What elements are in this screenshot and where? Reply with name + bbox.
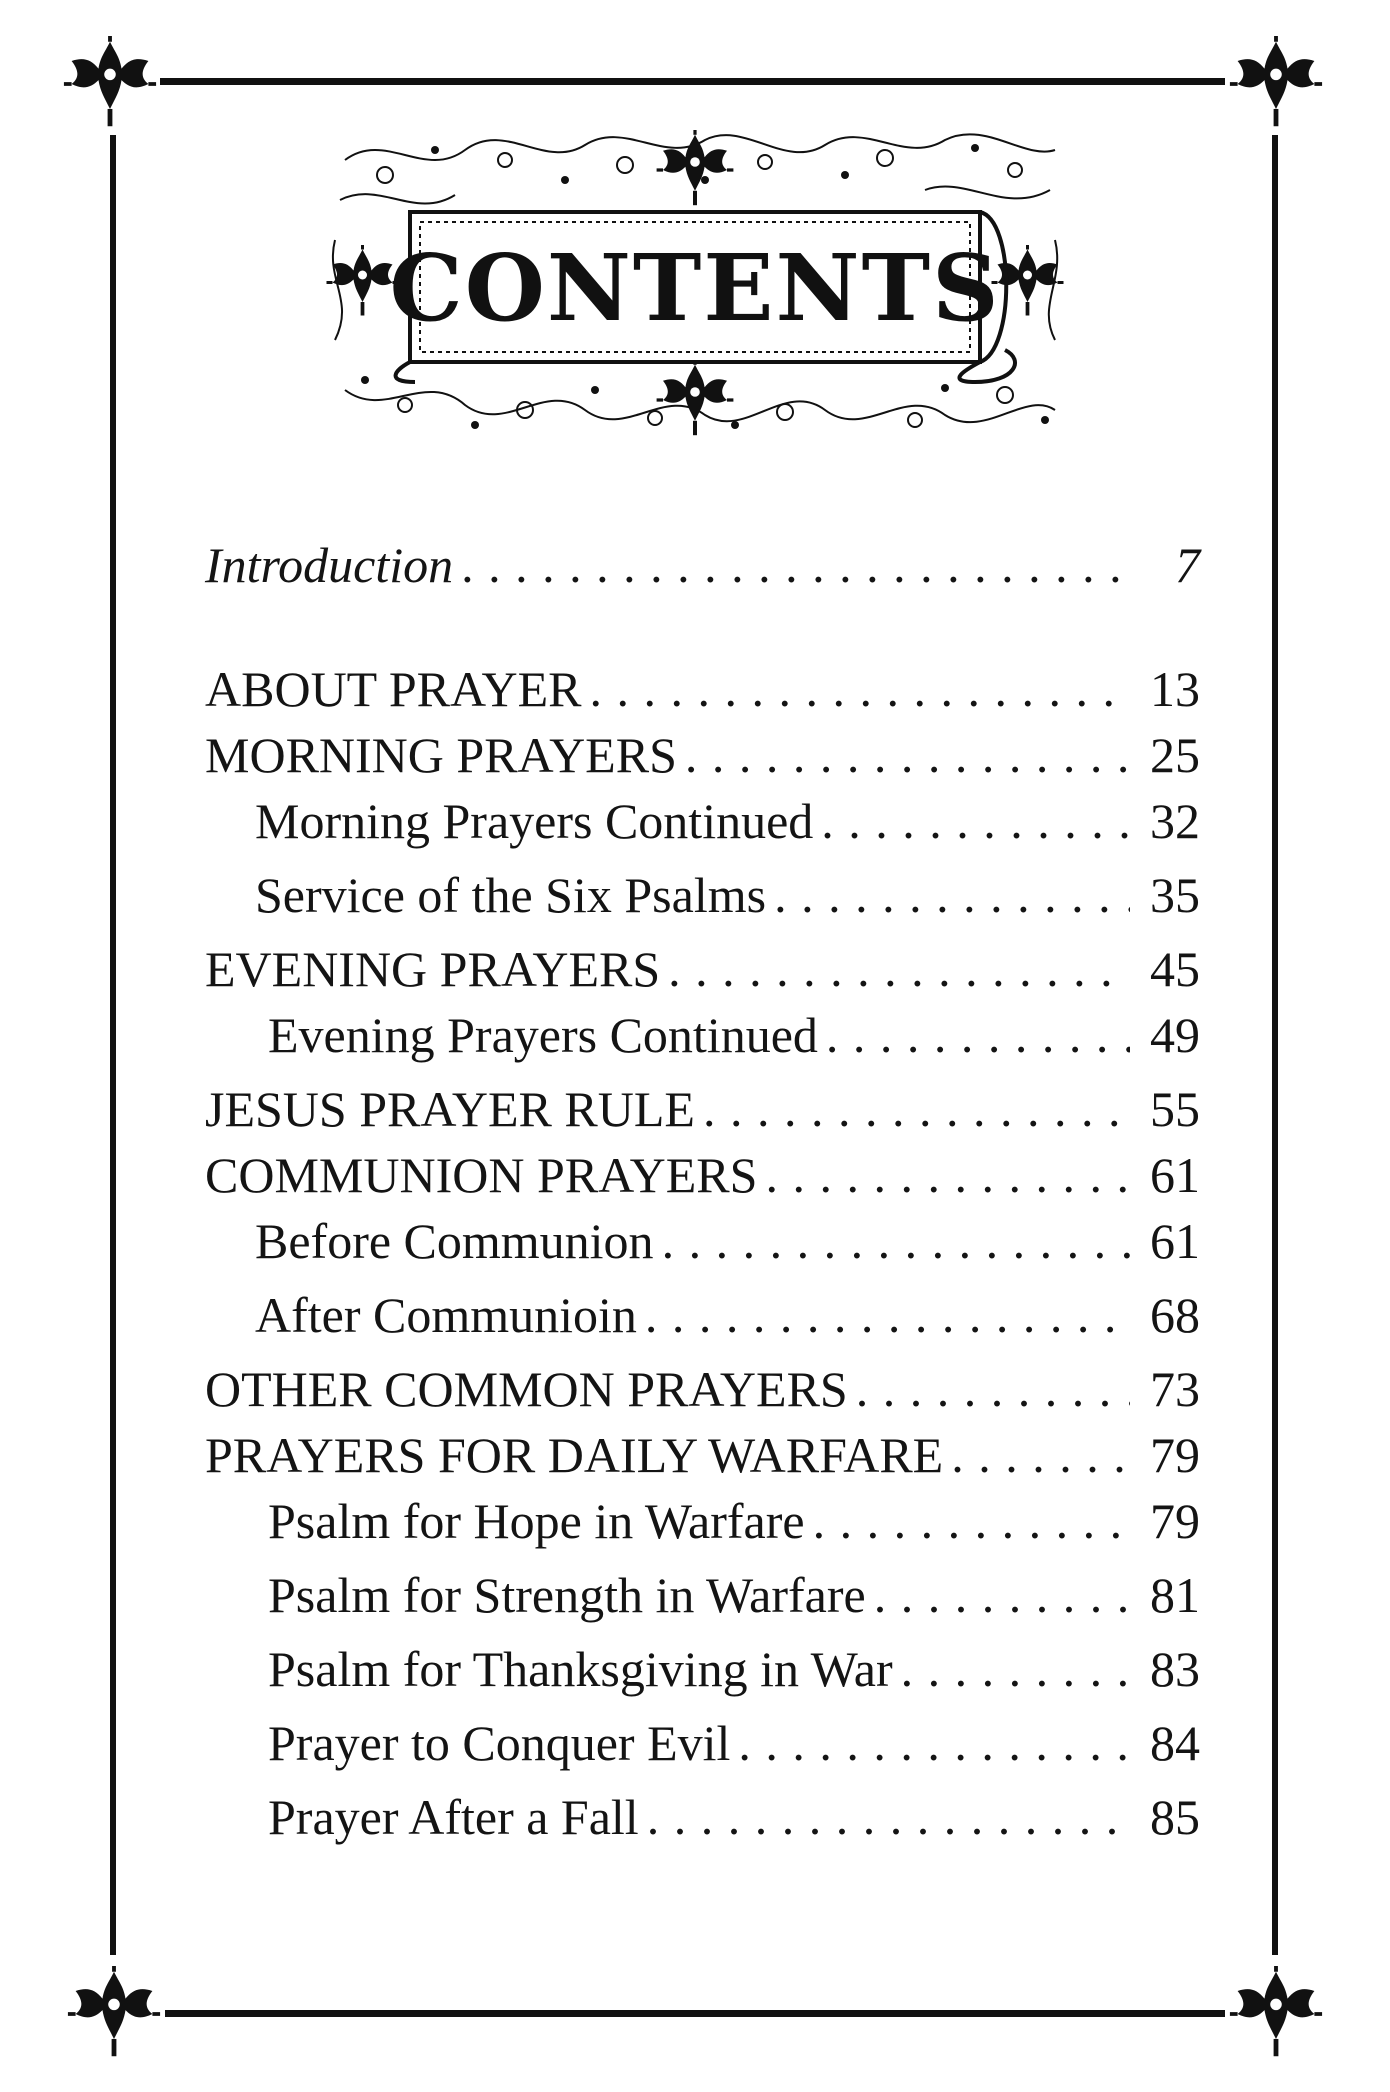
toc-entry-label: Psalm for Hope in Warfare — [268, 1493, 805, 1549]
dot-leader — [662, 1204, 1130, 1278]
toc-entry-page: 79 — [1150, 1493, 1200, 1549]
toc-entry[interactable] — [205, 1072, 1200, 1138]
frame-left-line — [110, 135, 116, 1955]
dot-leader — [647, 1780, 1130, 1854]
toc-entry-label: OTHER COMMON PRAYERS — [205, 1361, 848, 1417]
dot-leader — [901, 1632, 1130, 1706]
contents-heading-ornament — [325, 120, 1065, 450]
toc-entry-label: Prayer to Conquer Evil — [268, 1715, 731, 1771]
toc-entry[interactable] — [205, 652, 1200, 718]
dot-leader — [645, 1278, 1130, 1352]
corner-cross-bottom-left-icon — [66, 1966, 162, 2062]
toc-entry-page: 61 — [1150, 1213, 1200, 1269]
toc-entry-page: 35 — [1150, 867, 1200, 923]
toc-entry-page: 49 — [1150, 1007, 1200, 1063]
toc-entry[interactable] — [205, 1706, 1200, 1780]
toc-entry-label: Morning Prayers Continued — [255, 793, 814, 849]
toc-entry[interactable] — [205, 718, 1200, 784]
toc-entry-introduction[interactable] — [205, 528, 1200, 602]
toc-entry-list — [205, 652, 1200, 1854]
toc-entry-label: Before Communion — [255, 1213, 654, 1269]
frame-top-line — [160, 78, 1225, 85]
dot-leader — [668, 932, 1130, 1006]
toc-entry-label: EVENING PRAYERS — [205, 941, 661, 997]
toc-entry-label: Service of the Six Psalms — [255, 867, 767, 923]
toc-entry-label: Psalm for Strength in Warfare — [268, 1567, 866, 1623]
dot-leader — [826, 998, 1130, 1072]
dot-leader — [951, 1418, 1130, 1492]
toc-entry[interactable] — [205, 1484, 1200, 1558]
toc-entry-page: 13 — [1150, 661, 1200, 717]
toc-entry-label: Evening Prayers Continued — [268, 1007, 818, 1063]
toc-entry-page: 32 — [1150, 793, 1200, 849]
toc-entry[interactable] — [205, 1204, 1200, 1278]
toc-entry[interactable] — [205, 932, 1200, 998]
dot-leader — [765, 1138, 1130, 1212]
toc-entry-label: MORNING PRAYERS — [205, 727, 677, 783]
toc-entry[interactable] — [205, 1138, 1200, 1204]
toc-entry-page: 55 — [1150, 1081, 1200, 1137]
toc-entry[interactable] — [205, 1780, 1200, 1854]
toc-entry[interactable] — [205, 998, 1200, 1072]
toc-entry-label: Psalm for Thanksgiving in War — [268, 1641, 893, 1697]
toc-entry-label: Introduction — [205, 537, 454, 593]
toc-entry-page: 45 — [1150, 941, 1200, 997]
table-of-contents — [205, 528, 1200, 1854]
toc-entry-label: PRAYERS FOR DAILY WARFARE — [205, 1427, 944, 1483]
dot-leader — [813, 1484, 1130, 1558]
dot-leader — [874, 1558, 1130, 1632]
dot-leader — [738, 1706, 1130, 1780]
corner-cross-bottom-right-icon — [1228, 1966, 1324, 2062]
toc-entry-page: 68 — [1150, 1287, 1200, 1343]
frame-bottom-line — [165, 2010, 1225, 2017]
toc-entry-page: 85 — [1150, 1789, 1200, 1845]
toc-entry[interactable] — [205, 1352, 1200, 1418]
toc-entry-page: 79 — [1150, 1427, 1200, 1483]
toc-entry-page: 61 — [1150, 1147, 1200, 1203]
toc-entry-label: JESUS PRAYER RULE — [205, 1081, 695, 1137]
corner-cross-top-left-icon — [62, 36, 158, 132]
toc-entry[interactable] — [205, 1558, 1200, 1632]
toc-entry-page: 84 — [1150, 1715, 1200, 1771]
toc-entry[interactable] — [205, 784, 1200, 858]
contents-heading-text: CONTENTS — [389, 234, 1001, 342]
toc-entry-label: COMMUNION PRAYERS — [205, 1147, 758, 1203]
toc-entry-label: Prayer After a Fall — [268, 1789, 639, 1845]
toc-entry[interactable] — [205, 858, 1200, 932]
dot-leader — [703, 1072, 1130, 1146]
dot-leader — [461, 528, 1130, 602]
toc-entry[interactable] — [205, 1278, 1200, 1352]
dot-leader — [590, 652, 1131, 726]
toc-entry-page: 7 — [1175, 537, 1200, 593]
toc-entry-page: 73 — [1150, 1361, 1200, 1417]
toc-entry-label: ABOUT PRAYER — [205, 661, 582, 717]
toc-entry-page: 81 — [1150, 1567, 1200, 1623]
dot-leader — [821, 784, 1130, 858]
dot-leader — [685, 718, 1130, 792]
frame-right-line — [1272, 135, 1278, 1955]
toc-entry[interactable] — [205, 1632, 1200, 1706]
toc-entry-page: 25 — [1150, 727, 1200, 783]
toc-entry[interactable] — [205, 1418, 1200, 1484]
corner-cross-top-right-icon — [1228, 36, 1324, 132]
dot-leader — [774, 858, 1130, 932]
toc-entry-label: After Communioin — [255, 1287, 637, 1343]
toc-entry-page: 83 — [1150, 1641, 1200, 1697]
dot-leader — [856, 1352, 1130, 1426]
